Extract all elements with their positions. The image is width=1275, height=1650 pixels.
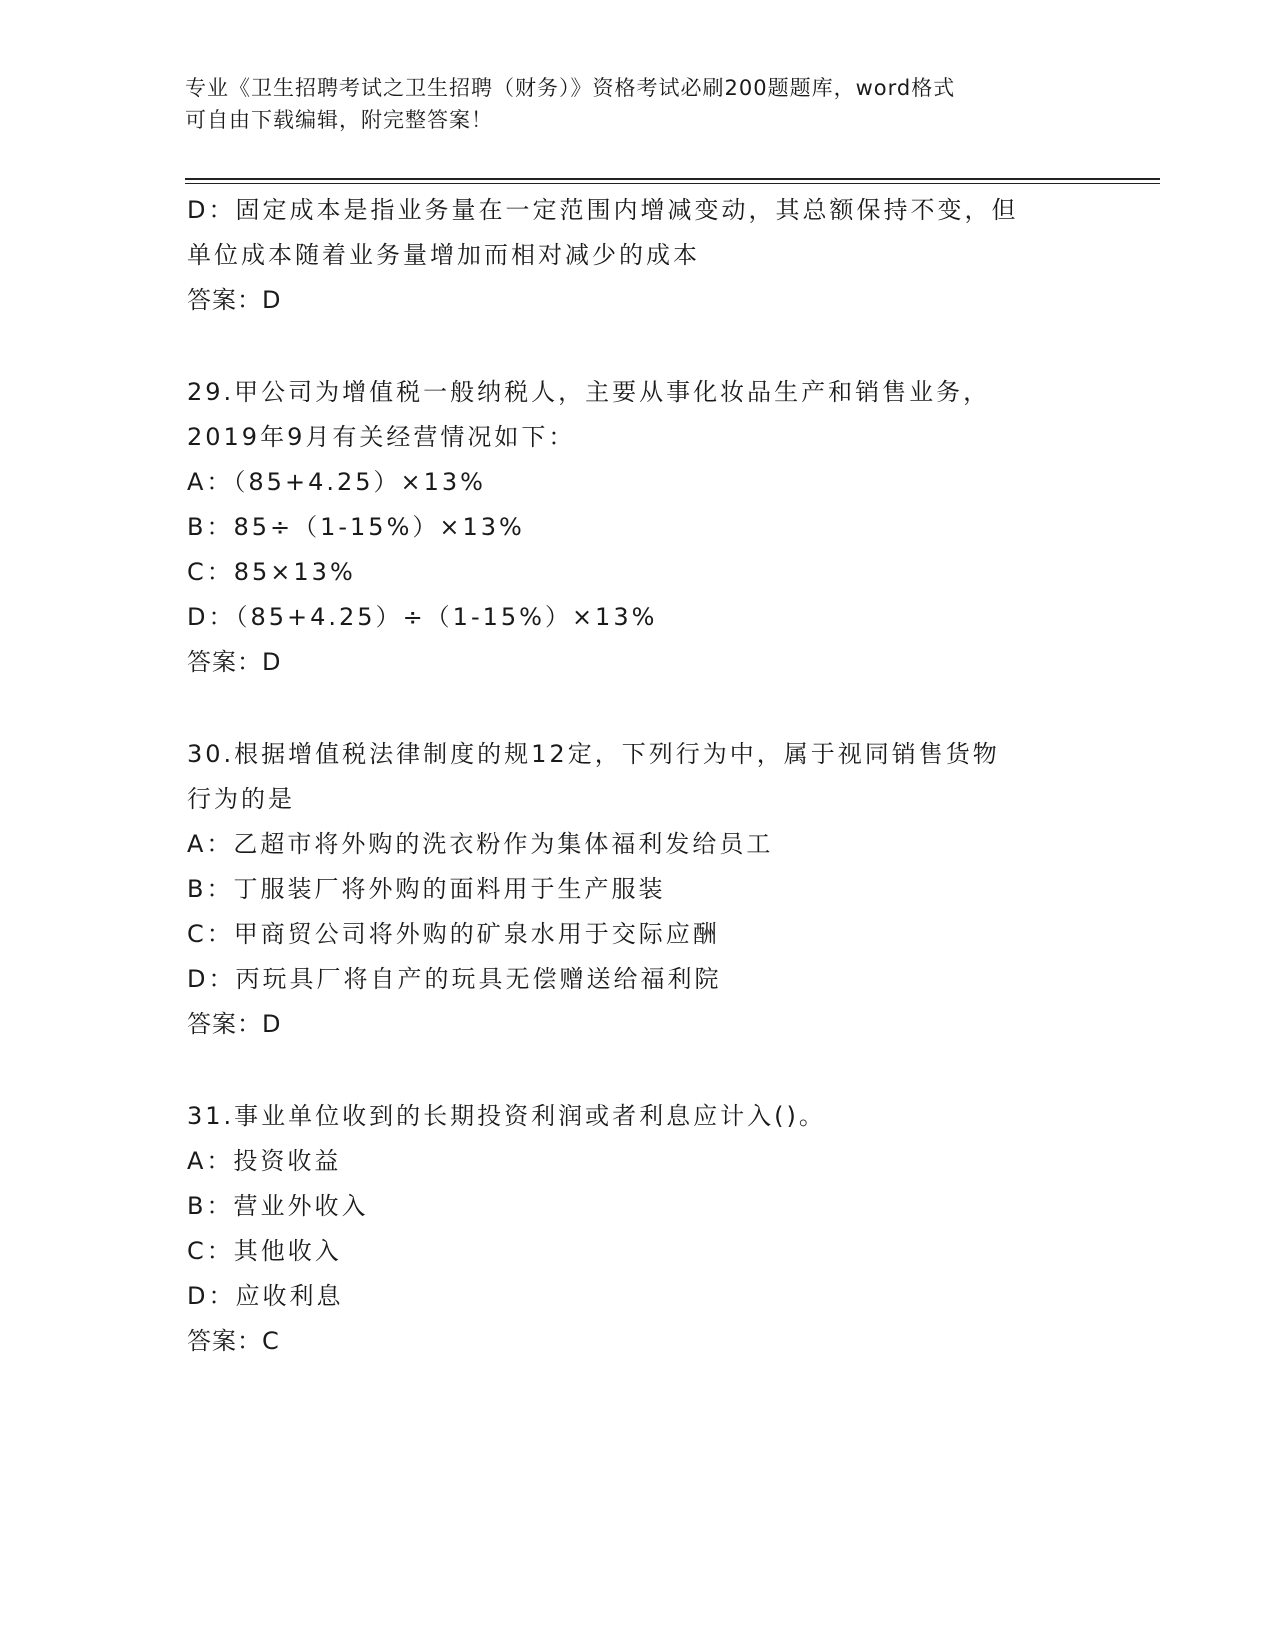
option-a: A：乙超市将外购的洗衣粉作为集体福利发给员工 — [187, 830, 774, 858]
answer: 答案：C — [187, 1327, 280, 1355]
option-b: B：丁服装厂将外购的面料用于生产服装 — [187, 875, 666, 903]
question-stem: 29.甲公司为增值税一般纳税人，主要从事化妆品生产和销售业务， — [187, 378, 991, 406]
document-header — [185, 72, 1085, 136]
option-b: B：85÷（1-15%）×13% — [187, 513, 525, 541]
header-divider-thin — [185, 183, 1160, 184]
question-29 — [187, 370, 1087, 685]
question-31 — [187, 1094, 1087, 1364]
spacer — [187, 323, 1087, 370]
option-a: A：（85+4.25）×13% — [187, 468, 486, 496]
option-d: D：固定成本是指业务量在一定范围内增减变动，其总额保持不变，但 — [187, 196, 1019, 224]
option-d: D：应收利息 — [187, 1282, 344, 1310]
option-a: A：投资收益 — [187, 1147, 342, 1175]
option-d: D：丙玩具厂将自产的玩具无偿赠送给福利院 — [187, 965, 722, 993]
option-d: D：（85+4.25）÷（1-15%）×13% — [187, 603, 658, 631]
option-d-continued: 单位成本随着业务量增加而相对减少的成本 — [187, 241, 700, 269]
question-30 — [187, 732, 1087, 1047]
option-c: C：甲商贸公司将外购的矿泉水用于交际应酬 — [187, 920, 720, 948]
spacer — [187, 685, 1087, 732]
option-c: C：其他收入 — [187, 1237, 342, 1265]
question-list — [187, 188, 1087, 1364]
header-line-1: 专业《卫生招聘考试之卫生招聘（财务）》资格考试必刷200题题库，word格式 — [185, 76, 956, 100]
header-line-2: 可自由下载编辑，附完整答案！ — [185, 108, 493, 132]
question-stem: 30.根据增值税法律制度的规12定，下列行为中，属于视同销售货物 — [187, 740, 1000, 768]
question-stem-continued: 行为的是 — [187, 785, 295, 813]
answer: 答案：D — [187, 286, 282, 314]
answer: 答案：D — [187, 1010, 282, 1038]
header-divider-thick — [185, 178, 1160, 180]
answer: 答案：D — [187, 648, 282, 676]
option-c: C：85×13% — [187, 558, 356, 586]
question-28-tail — [187, 188, 1087, 323]
spacer — [187, 1047, 1087, 1094]
option-b: B：营业外收入 — [187, 1192, 369, 1220]
question-stem-continued: 2019年9月有关经营情况如下： — [187, 423, 576, 451]
question-stem: 31.事业单位收到的长期投资利润或者利息应计入()。 — [187, 1102, 826, 1130]
